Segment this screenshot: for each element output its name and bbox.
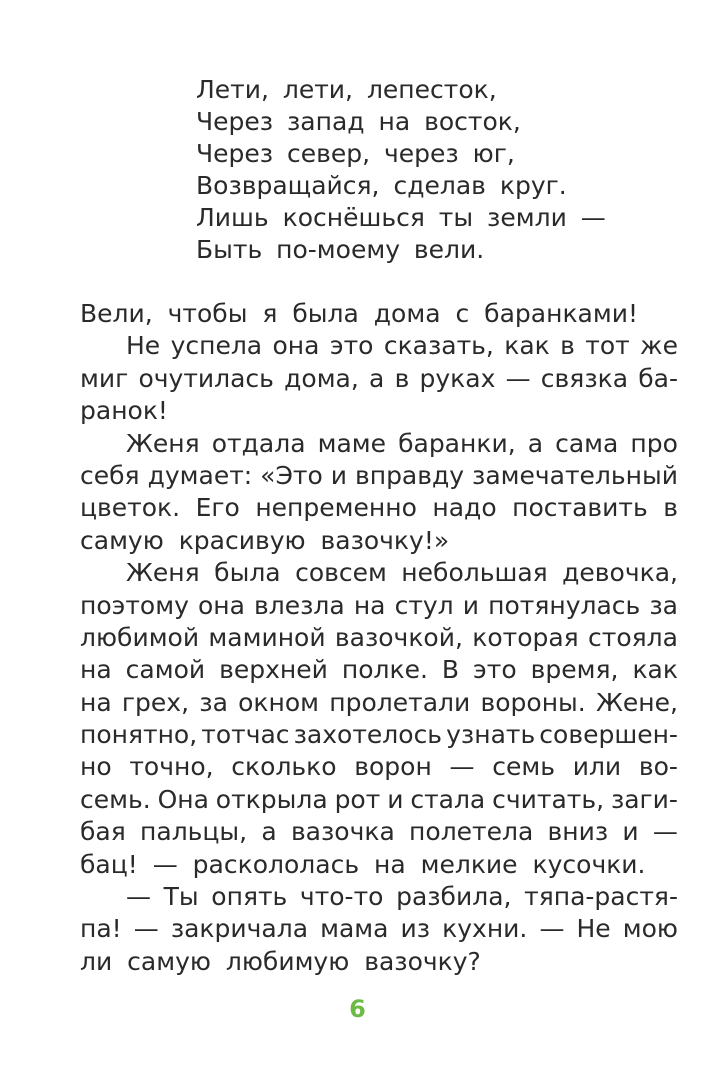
word: как	[504, 331, 550, 361]
word: в	[560, 331, 575, 361]
word: вороны.	[480, 687, 586, 717]
word: —	[539, 914, 565, 944]
word: совсем	[295, 558, 387, 588]
word: или	[572, 752, 622, 782]
word: цветок.	[80, 493, 181, 523]
word: Ты	[163, 882, 199, 912]
word: в	[394, 363, 410, 393]
word: сколько	[231, 752, 337, 782]
word: влезла	[254, 590, 345, 620]
text-line	[80, 816, 678, 848]
word: —	[505, 363, 531, 393]
word: —	[449, 752, 475, 782]
word: Его	[195, 493, 240, 523]
text-line	[80, 881, 678, 913]
word: руках	[419, 363, 496, 393]
text-line	[80, 719, 678, 751]
word: заги-	[610, 784, 678, 814]
word: что-то	[299, 882, 384, 912]
word: Женя	[126, 428, 200, 458]
word: которая	[472, 622, 579, 652]
word: девочка,	[562, 558, 678, 588]
word: совершен-	[539, 720, 678, 750]
word: стул	[394, 590, 454, 620]
word: отдала	[211, 428, 306, 458]
word: стояла	[588, 622, 678, 652]
word: на	[80, 687, 112, 717]
word: закричала	[170, 914, 309, 944]
word: мою	[622, 914, 678, 944]
word: себя	[80, 460, 140, 490]
text-line: самую красивую вазочку!»	[80, 525, 450, 555]
word: считать,	[492, 784, 605, 814]
word: на	[353, 590, 386, 620]
word: и	[462, 590, 480, 620]
text-line	[80, 913, 678, 945]
word: а	[369, 363, 385, 393]
word: вазочка	[290, 817, 395, 847]
word: Женя	[126, 558, 200, 588]
word: рот	[334, 784, 381, 814]
word: па!	[80, 914, 122, 944]
word: понятно,	[80, 720, 198, 750]
text-line: бац! — раскололась на мелкие кусочки.	[80, 849, 646, 879]
word: поставить	[512, 493, 648, 523]
text-line	[80, 460, 678, 492]
word: небольшая	[401, 558, 548, 588]
word: надо	[432, 493, 497, 523]
word: непременно	[255, 493, 417, 523]
word: была	[214, 558, 281, 588]
word: верхней	[219, 655, 328, 685]
word: миг	[80, 363, 129, 393]
word: —	[133, 914, 159, 944]
word: тот	[585, 331, 630, 361]
word: точно,	[129, 752, 214, 782]
word: в	[663, 493, 678, 523]
poem-line: Лети, лети, лепесток,	[196, 75, 497, 104]
text-line: ли самую любимую вазочку?	[80, 946, 481, 976]
word: открыла	[215, 784, 328, 814]
text-line	[80, 330, 678, 362]
word: маме	[317, 428, 387, 458]
word: она	[272, 331, 320, 361]
word: очутилась	[138, 363, 274, 393]
word: бая	[80, 817, 126, 847]
word: тяпа-растя-	[524, 882, 678, 912]
text-line	[80, 784, 678, 816]
poem-line: Лишь коснёшься ты земли —	[196, 203, 606, 232]
word: кухни.	[442, 914, 528, 944]
word: окном	[238, 687, 320, 717]
word: баранки,	[398, 428, 516, 458]
word: полетела	[409, 817, 534, 847]
word: за	[199, 687, 228, 717]
word: любимой	[80, 622, 200, 652]
word: время,	[530, 655, 619, 685]
word: полке.	[341, 655, 428, 685]
word: «Это	[260, 460, 323, 490]
word: тотчас	[201, 720, 290, 750]
word: пальцы,	[140, 817, 248, 847]
word: во-	[638, 752, 678, 782]
text-line	[80, 557, 678, 589]
word: маминой	[208, 622, 326, 652]
text-line	[80, 687, 678, 719]
word: Жене,	[595, 687, 678, 717]
word: а	[261, 817, 277, 847]
word: —	[652, 817, 678, 847]
text-line	[80, 363, 678, 395]
word: Не	[126, 331, 161, 361]
word: опять	[211, 882, 288, 912]
word: думает:	[147, 460, 253, 490]
word: сказать,	[383, 331, 494, 361]
word: Не	[576, 914, 611, 944]
text-line	[80, 428, 678, 460]
word: В	[441, 655, 460, 685]
word: —	[126, 882, 151, 912]
text-line	[80, 590, 678, 622]
poem-line: Быть по-моему вели.	[196, 235, 485, 264]
word: ворон	[354, 752, 432, 782]
word: и	[622, 817, 639, 847]
word: и	[330, 460, 348, 490]
word: вправду	[354, 460, 465, 490]
prose-block	[80, 298, 678, 978]
word: а	[527, 428, 544, 458]
word: на	[80, 655, 112, 685]
word: мама	[320, 914, 389, 944]
word: разбила,	[396, 882, 512, 912]
text-line	[80, 622, 678, 654]
word: потянулась	[488, 590, 641, 620]
text-line: Вели, чтобы я была дома с баранками!	[80, 299, 638, 328]
poem-line: Возвращайся, сделав круг.	[196, 171, 567, 200]
text-line	[80, 492, 678, 524]
poem-block	[196, 74, 616, 266]
word: ба-	[638, 363, 678, 393]
word: замечательный	[472, 460, 678, 490]
word: сама	[555, 428, 619, 458]
word: грех,	[121, 687, 190, 717]
word: вниз	[547, 817, 609, 847]
word: это	[473, 655, 517, 685]
word: поэтому	[80, 590, 189, 620]
word: же	[640, 331, 678, 361]
word: семь.	[80, 784, 151, 814]
word: Она	[157, 784, 209, 814]
word: про	[630, 428, 678, 458]
poem-line: Через запад на восток,	[196, 107, 521, 136]
word: вазочкой,	[334, 622, 463, 652]
text-line: ранок!	[80, 396, 168, 426]
word: самой	[125, 655, 206, 685]
word: узнать	[446, 720, 536, 750]
word: и	[387, 784, 404, 814]
word: связка	[540, 363, 629, 393]
poem-line: Через север, через юг,	[196, 139, 515, 168]
word: но	[80, 752, 112, 782]
page-number: 6	[349, 995, 366, 1023]
text-line	[80, 751, 678, 783]
word: захотелось	[293, 720, 443, 750]
word: она	[197, 590, 245, 620]
word: успела	[170, 331, 263, 361]
text-line	[80, 654, 678, 686]
word: это	[329, 331, 374, 361]
word: семь	[492, 752, 555, 782]
word: как	[632, 655, 678, 685]
word: дома,	[284, 363, 359, 393]
word: пролетали	[329, 687, 471, 717]
word: стала	[410, 784, 486, 814]
word: за	[649, 590, 678, 620]
word: из	[400, 914, 431, 944]
